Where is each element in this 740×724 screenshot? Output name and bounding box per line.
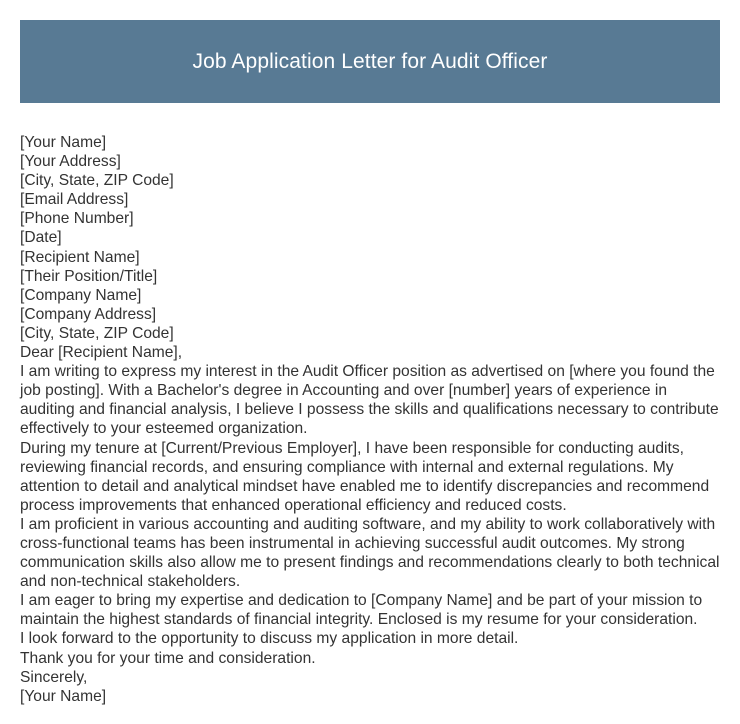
paragraph-experience: During my tenure at [Current/Previous Employer], I have been responsible for conducting audits, reviewing financial records, and ensuring compliance with internal and external regulations. My attention to detail and analytical mindset have enabled me to identify discrepancies and recommend process improvements that enhanced operational efficiency and reduced costs. xyxy=(20,439,710,514)
sender-phone: [Phone Number] xyxy=(20,210,134,228)
sender-city-state-zip: [City, State, ZIP Code] xyxy=(20,172,174,190)
letter-header xyxy=(20,20,720,103)
sender-email: [Email Address] xyxy=(20,191,129,209)
recipient-company: [Company Name] xyxy=(20,286,142,304)
letter-body xyxy=(20,133,724,706)
paragraph-followup: I look forward to the opportunity to discuss my application in more detail. xyxy=(20,630,519,648)
signature: [Your Name] xyxy=(20,687,107,705)
sender-name: [Your Name] xyxy=(20,134,107,151)
sender-address: [Your Address] xyxy=(20,153,121,171)
recipient-position: [Their Position/Title] xyxy=(20,267,158,285)
closing: Sincerely, xyxy=(20,668,88,686)
salutation: Dear [Recipient Name], xyxy=(20,344,183,362)
letter-date: [Date] xyxy=(20,229,62,247)
paragraph-thanks: Thank you for your time and consideration. xyxy=(20,649,316,667)
paragraph-skills: I am proficient in various accounting and auditing software, and my ability to work collaboratively with cross-functional teams has been instrumental in achieving successful audit outcomes. My strong communication skills also allow me to present findings and recommendations clearly to both technical and non-technical stakeholders. xyxy=(20,515,720,591)
page-title: Job Application Letter for Audit Officer xyxy=(192,49,548,73)
recipient-city-state-zip: [City, State, ZIP Code] xyxy=(20,324,174,342)
recipient-name: [Recipient Name] xyxy=(20,248,140,266)
recipient-address: [Company Address] xyxy=(20,305,157,323)
paragraph-motivation: I am eager to bring my expertise and dedication to [Company Name] and be part of your mission to maintain the highest standards of financial integrity. Enclosed is my resume for your consideration. xyxy=(20,592,703,629)
paragraph-intro: I am writing to express my interest in the Audit Officer position as advertised on [where you found the job posting]. With a Bachelor's degree in Accounting and over [number] years of experience in auditing and financial analysis, I believe I possess the skills and qualifications necessary to contribute effectively to your esteemed organization. xyxy=(20,363,719,438)
